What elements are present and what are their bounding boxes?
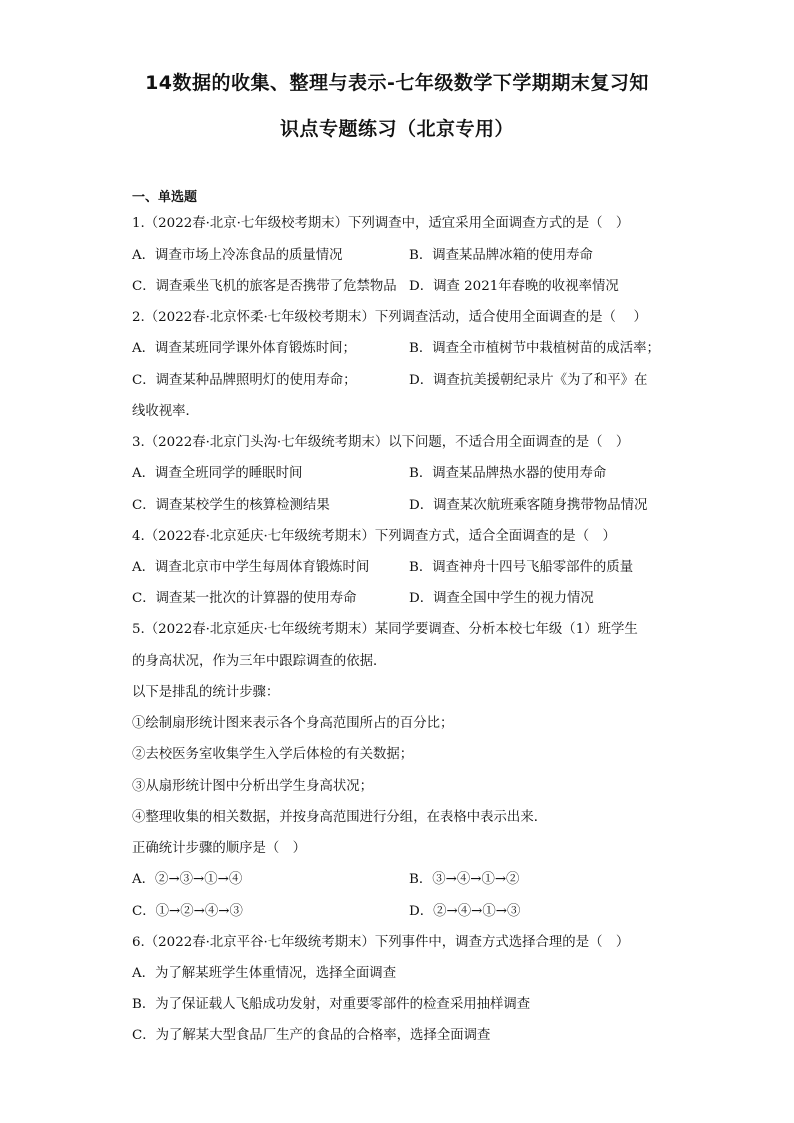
question-5-intro: 以下是排乱的统计步骤：: [132, 685, 280, 700]
question-2-option-c: C．调查某种品牌照明灯的使用寿命；: [132, 373, 357, 388]
question-5-stem-continued: 的身高状况，作为三年中跟踪调查的依据．: [132, 654, 387, 669]
question-5-option-b: B．③→④→①→②: [409, 872, 520, 887]
question-2-stem: 2.（2022春·北京怀柔·七年级校考期末）下列调查活动，适合使用全面调查的是（ ）: [132, 310, 647, 325]
question-5-option-c: C．①→②→④→③: [132, 904, 243, 919]
question-5-option-d: D．②→④→①→③: [409, 904, 521, 919]
question-1-option-a: A．调查市场上冷冻食品的质量情况: [132, 248, 343, 263]
question-4-option-b: B．调查神舟十四号飞船零部件的质量: [409, 560, 634, 575]
document-title-line-1: 14数据的收集、整理与表示-七年级数学下学期期末复习知: [145, 72, 649, 94]
question-2-option-b: B．调查全市植树节中栽植树苗的成活率；: [409, 341, 660, 356]
question-6-option-c: C．为了解某大型食品厂生产的食品的合格率，选择全面调查: [132, 1028, 491, 1043]
question-2-option-d: D．调查抗美援朝纪录片《为了和平》在: [409, 373, 648, 388]
question-5-option-a: A．②→③→①→④: [132, 872, 243, 887]
question-2-option-d-continued: 线收视率．: [132, 404, 199, 419]
question-5-prompt: 正确统计步骤的顺序是（ ）: [132, 841, 307, 856]
question-1-option-c: C．调查乘坐飞机的旅客是否携带了危禁物品: [132, 279, 397, 294]
question-4-option-d: D．调查全国中学生的视力情况: [409, 591, 594, 606]
question-1-option-b: B．调查某品牌冰箱的使用寿命: [409, 248, 593, 263]
question-1-stem: 1.（2022春·北京·七年级校考期末）下列调查中，适宜采用全面调查方式的是（ ）: [132, 216, 630, 231]
question-5-step-1: ①绘制扇形统计图来表示各个身高范围所占的百分比；: [132, 716, 454, 731]
question-4-option-a: A．调查北京市中学生每周体育锻炼时间: [132, 560, 370, 575]
section-heading: 一、单选题: [132, 190, 198, 205]
question-3-option-d: D．调查某次航班乘客随身携带物品情况: [409, 498, 648, 513]
question-5-stem: 5.（2022春·北京延庆·七年级统考期末）某同学要调查、分析本校七年级（1）班学生: [132, 622, 638, 637]
question-4-stem: 4.（2022春·北京延庆·七年级统考期末）下列调查方式，适合全面调查的是（ ）: [132, 529, 616, 544]
question-5-step-3: ③从扇形统计图中分析出学生身高状况；: [132, 779, 374, 794]
question-6-stem: 6.（2022春·北京平谷·七年级统考期末）下列事件中，调查方式选择合理的是（ ）: [132, 935, 630, 950]
document-title-line-2: 识点专题练习（北京专用）: [279, 118, 514, 140]
question-6-option-b: B．为了保证载人飞船成功发射，对重要零部件的检查采用抽样调查: [132, 997, 531, 1012]
question-3-stem: 3.（2022春·北京门头沟·七年级统考期末）以下问题，不适合用全面调查的是（ ）: [132, 435, 630, 450]
question-3-option-c: C．调查某校学生的核算检测结果: [132, 498, 330, 513]
question-2-option-a: A．调查某班同学课外体育锻炼时间；: [132, 341, 356, 356]
question-5-step-4: ④整理收集的相关数据，并按身高范围进行分组，在表格中表示出来．: [132, 810, 548, 825]
question-6-option-a: A．为了解某班学生体重情况，选择全面调查: [132, 966, 397, 981]
question-3-option-a: A．调查全班同学的睡眠时间: [132, 466, 303, 481]
question-4-option-c: C．调查某一批次的计算器的使用寿命: [132, 591, 357, 606]
question-3-option-b: B．调查某品牌热水器的使用寿命: [409, 466, 607, 481]
question-5-step-2: ②去校医务室收集学生入学后体检的有关数据；: [132, 747, 414, 762]
question-1-option-d: D．调查 2021年春晚的收视率情况: [409, 279, 619, 294]
